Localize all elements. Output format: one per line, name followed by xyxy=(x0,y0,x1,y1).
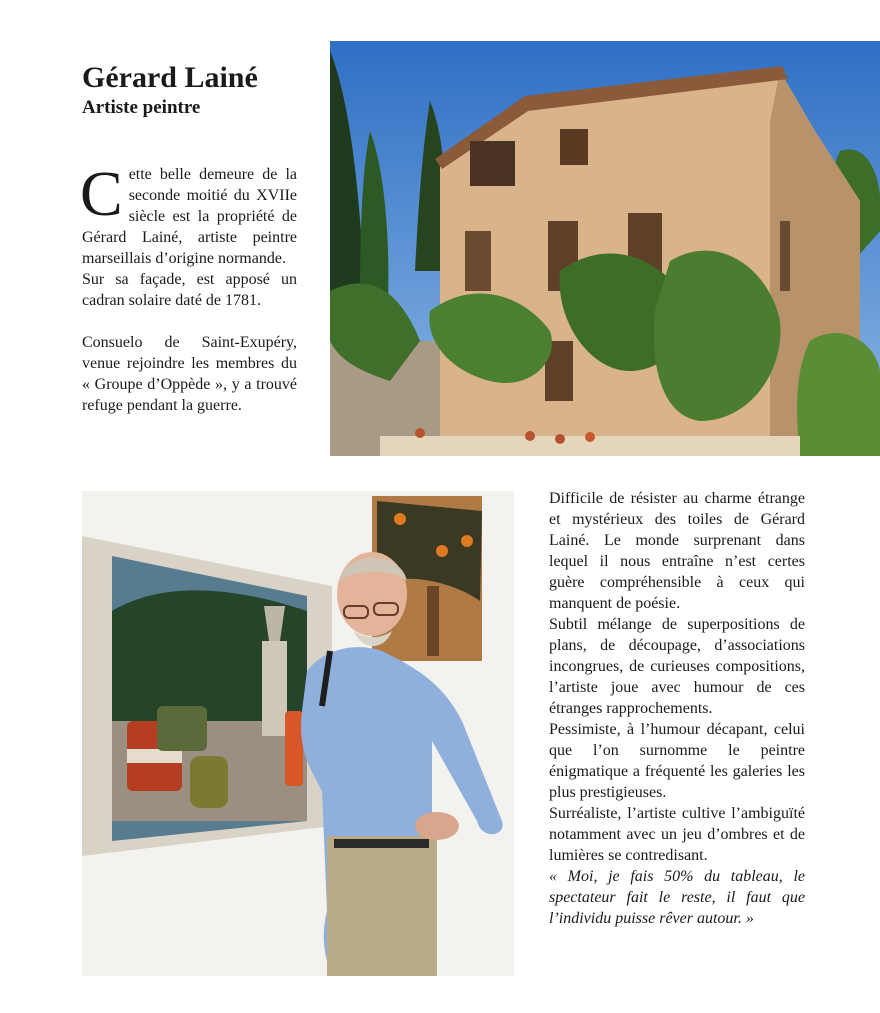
body-paragraph-3: Pessimiste, à l’humour décapant, celui que l’on surnomme le peintre énigmatique a fréquenté les galeries les plus prestigieuses. xyxy=(549,721,805,801)
drop-cap: C xyxy=(80,158,123,229)
intro-column xyxy=(80,158,297,416)
page-title: Gérard Lainé xyxy=(82,61,258,94)
intro-paragraph-3: Consuelo de Saint-Exupéry, venue rejoindre les membres du « Groupe d’Oppède », y a trouvé refuge pendant la guerre. xyxy=(82,334,297,414)
artist-photo xyxy=(82,491,514,976)
body-column xyxy=(549,488,805,929)
intro-paragraph-1 xyxy=(80,158,297,269)
intro-paragraph-2: Sur sa façade, est apposé un cadran solaire daté de 1781. xyxy=(82,271,297,309)
artist-quote: « Moi, je fais 50% du tableau, le spectateur fait le reste, il faut que l’individu puisse rêver autour. » xyxy=(549,868,805,927)
house-photo xyxy=(330,41,880,456)
page-subtitle: Artiste peintre xyxy=(82,97,201,118)
intro-paragraph-1-text: ette belle demeure de la seconde moitié du XVIIe siècle est la propriété de Gérard Lainé, artiste peintre marseillais d’origine normande. xyxy=(82,166,297,267)
body-paragraph-1: Difficile de résister au charme étrange et mystérieux des toiles de Gérard Lainé. Le monde surprenant dans lequel il nous entraîne n’est certes guère compréhensible à ceux qui manquent de poésie. xyxy=(549,490,805,612)
body-paragraph-4: Surréaliste, l’artiste cultive l’ambiguïté notamment avec un jeu d’ombres et de lumières se contredisant. xyxy=(549,805,805,864)
body-paragraph-2: Subtil mélange de superpositions de plans, de découpage, d’associations incongrues, de curieuses compositions, l’artiste joue avec humour de ces étranges rapprochements. xyxy=(549,616,805,717)
